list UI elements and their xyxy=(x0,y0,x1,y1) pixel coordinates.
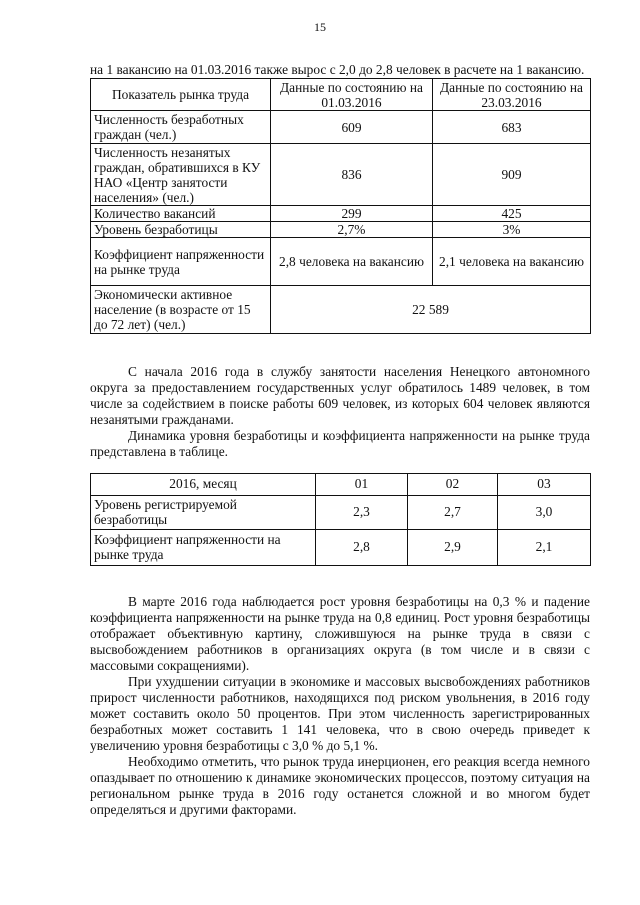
table-row xyxy=(91,206,591,222)
row-value: 22 589 xyxy=(271,286,591,334)
table-row xyxy=(91,111,591,144)
table-header-cell: Данные по состоянию на 01.03.2016 xyxy=(271,79,433,111)
document-body xyxy=(90,62,590,818)
paragraph: В марте 2016 года наблюдается рост уровня безработицы на 0,3 % и падение коэффициента напряженности на рынке труда на 0,8 единиц. Рост уровня безработицы отображает объективную картину, сложившуюся на рынке труда в связи с высвобождением работников в организациях округа (в том числе и в связи с массовыми сокращениями). xyxy=(90,594,590,673)
labor-market-table xyxy=(90,78,591,334)
paragraph: Необходимо отметить, что рынок труда инерционен, его реакция всегда немного опаздывает по отношению к динамике экономических процессов, поэтому ситуация на региональном рынке труда в 2016 году останется сложной и во многом будет определяться и другими факторами. xyxy=(90,754,590,817)
intro-line: на 1 вакансию на 01.03.2016 также вырос с 2,0 до 2,8 человек в расчете на 1 вакансию. xyxy=(90,62,585,77)
row-value: 909 xyxy=(433,144,591,206)
paragraph: Динамика уровня безработицы и коэффициента напряженности на рынке труда представлена в таблице. xyxy=(90,428,590,459)
table-row xyxy=(91,530,591,566)
row-label: Уровень безработицы xyxy=(91,222,271,238)
row-value: 2,9 xyxy=(408,530,498,566)
table-header-row xyxy=(91,474,591,496)
row-label: Количество вакансий xyxy=(91,206,271,222)
row-value: 2,3 xyxy=(316,496,408,530)
table-header-cell: Показатель рынка труда xyxy=(91,79,271,111)
table-header-cell: 01 xyxy=(316,474,408,496)
table-header-cell: 2016, месяц xyxy=(91,474,316,496)
row-label: Экономически активное население (в возрасте от 15 до 72 лет) (чел.) xyxy=(91,286,271,334)
row-label: Численность безработных граждан (чел.) xyxy=(91,111,271,144)
table-header-cell: 02 xyxy=(408,474,498,496)
row-value: 299 xyxy=(271,206,433,222)
table-header-cell: 03 xyxy=(498,474,591,496)
table-row xyxy=(91,222,591,238)
row-label: Коэффициент напряженности на рынке труда xyxy=(91,530,316,566)
table-row xyxy=(91,144,591,206)
page-number: 15 xyxy=(314,20,326,34)
row-label: Численность незанятых граждан, обратившихся в КУ НАО «Центр занятости населения» (чел.) xyxy=(91,144,271,206)
table-row xyxy=(91,496,591,530)
table-row xyxy=(91,286,591,334)
row-label: Уровень регистрируемой безработицы xyxy=(91,496,316,530)
row-value: 2,1 человека на вакансию xyxy=(433,238,591,286)
row-value: 609 xyxy=(271,111,433,144)
paragraph: При ухудшении ситуации в экономике и массовых высвобождениях работников прирост численности работников, находящихся под риском увольнения, в 2016 году может составить около 50 процентов. При этом численность зарегистрированных безработных может составить 1 141 человека, что в свою очередь приведет к увеличению уровня безработицы с 3,0 % до 5,1 %. xyxy=(90,674,590,753)
row-value: 425 xyxy=(433,206,591,222)
row-value: 683 xyxy=(433,111,591,144)
paragraph: С начала 2016 года в службу занятости населения Ненецкого автономного округа за предоставлением государственных услуг обратилось 1489 человек, в том числе за содействием в поиске работы 609 человек, из которых 604 человек являются незанятыми гражданами. xyxy=(90,364,590,427)
table-row xyxy=(91,238,591,286)
row-label: Коэффициент напряженности на рынке труда xyxy=(91,238,271,286)
row-value: 2,7 xyxy=(408,496,498,530)
row-value: 836 xyxy=(271,144,433,206)
row-value: 2,1 xyxy=(498,530,591,566)
row-value: 3% xyxy=(433,222,591,238)
row-value: 2,7% xyxy=(271,222,433,238)
table-header-cell: Данные по состоянию на 23.03.2016 xyxy=(433,79,591,111)
table-header-row xyxy=(91,79,591,111)
row-value: 3,0 xyxy=(498,496,591,530)
unemployment-dynamics-table xyxy=(90,473,591,566)
row-value: 2,8 xyxy=(316,530,408,566)
row-value: 2,8 человека на вакансию xyxy=(271,238,433,286)
